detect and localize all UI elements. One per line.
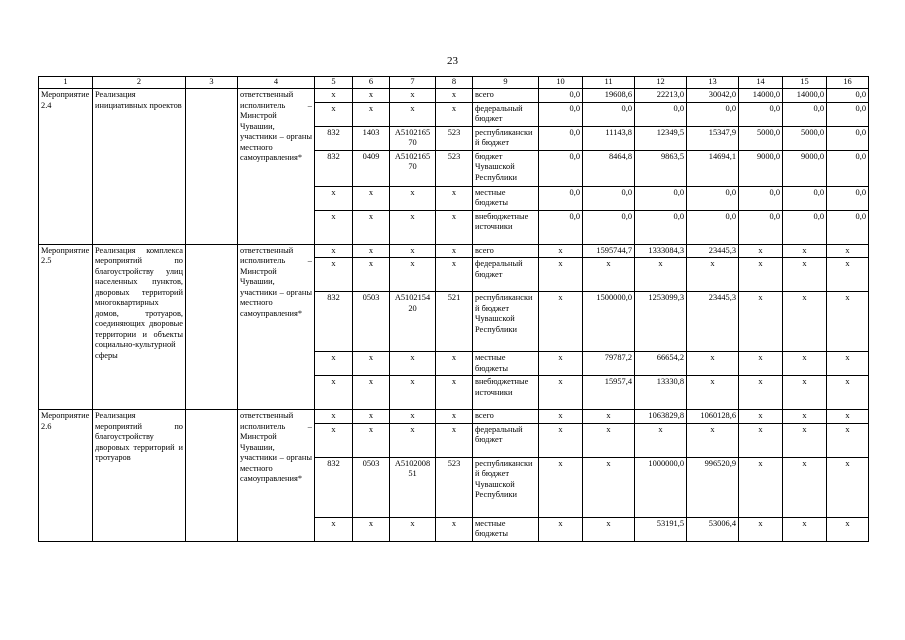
code-cell: А5102154 20 [390,292,436,352]
amount-cell: 0,0 [739,210,783,244]
code-cell: x [353,517,390,541]
amount-cell: x [783,292,827,352]
code-cell: x [436,376,473,410]
code-cell: x [353,352,390,376]
amount-cell: 53006,4 [687,517,739,541]
code-cell: А5102008 51 [390,457,436,517]
code-cell: x [436,210,473,244]
column-header: 12 [635,77,687,89]
column-header: 10 [539,77,583,89]
amount-cell: x [539,244,583,258]
amount-cell: x [783,410,827,424]
column-header: 6 [353,77,390,89]
code-cell: x [390,258,436,292]
funding-source-cell: республиканский бюджет [473,126,539,150]
code-cell: x [436,410,473,424]
code-cell: x [436,89,473,103]
amount-cell: 66654,2 [635,352,687,376]
code-cell: 832 [315,457,353,517]
amount-cell: 15957,4 [583,376,635,410]
amount-cell: 14000,0 [783,89,827,103]
executor-cell: ответственный исполнитель – Минстрой Чувашии, участники – органы местного самоуправления* [238,244,315,410]
amount-cell: x [583,517,635,541]
amount-cell: 79787,2 [583,352,635,376]
column-header: 1 [39,77,93,89]
amount-cell: 1063829,8 [635,410,687,424]
funding-source-cell: внебюджетные источники [473,210,539,244]
measure-cell: Мероприятие 2.6 [39,410,93,542]
amount-cell: 0,0 [635,102,687,126]
funding-source-cell: внебюджетные источники [473,376,539,410]
amount-cell: 15347,9 [687,126,739,150]
empty-cell [186,89,238,245]
code-cell: x [315,517,353,541]
code-cell: 523 [436,150,473,186]
executor-cell: ответственный исполнитель – Минстрой Чувашии, участники – органы местного самоуправления* [238,89,315,245]
amount-cell: 0,0 [687,186,739,210]
amount-cell: x [739,244,783,258]
amount-cell: x [783,376,827,410]
table-body [39,77,869,542]
column-header: 16 [827,77,869,89]
amount-cell: 0,0 [635,186,687,210]
amount-cell: x [783,517,827,541]
amount-cell: x [635,258,687,292]
code-cell: 832 [315,150,353,186]
code-cell: x [315,244,353,258]
amount-cell: x [827,517,869,541]
column-header: 15 [783,77,827,89]
amount-cell: 0,0 [739,186,783,210]
amount-cell: 23445,3 [687,292,739,352]
amount-cell: 1333084,3 [635,244,687,258]
amount-cell: 12349,5 [635,126,687,150]
amount-cell: 0,0 [783,102,827,126]
amount-cell: x [783,423,827,457]
code-cell: x [390,186,436,210]
code-cell: x [436,186,473,210]
table-row [39,89,869,103]
amount-cell: 996520,9 [687,457,739,517]
code-cell: 0409 [353,150,390,186]
code-cell: x [436,423,473,457]
code-cell: x [436,352,473,376]
amount-cell: 0,0 [827,186,869,210]
amount-cell: x [827,244,869,258]
funding-source-cell: местные бюджеты [473,186,539,210]
measure-name-cell: Реализация комплекса мероприятий по благоустройству улиц населенных пунктов, дворовых территорий многоквартирных домов, тротуаров, соединяющих дворовые территории и объекты социально-культурной сферы [93,244,186,410]
code-cell: x [436,244,473,258]
amount-cell: x [635,423,687,457]
amount-cell: 0,0 [539,210,583,244]
code-cell: x [353,423,390,457]
column-header: 14 [739,77,783,89]
amount-cell: 14000,0 [739,89,783,103]
amount-cell: 0,0 [687,210,739,244]
amount-cell: 0,0 [583,186,635,210]
amount-cell: x [739,258,783,292]
code-cell: x [353,102,390,126]
amount-cell: x [739,292,783,352]
measure-name-cell: Реализация инициативных проектов [93,89,186,245]
empty-cell [186,244,238,410]
amount-cell: 22213,0 [635,89,687,103]
code-cell: x [353,244,390,258]
funding-source-cell: местные бюджеты [473,352,539,376]
amount-cell: 0,0 [827,210,869,244]
amount-cell: x [687,376,739,410]
amount-cell: 0,0 [827,102,869,126]
funding-source-cell: всего [473,410,539,424]
code-cell: x [390,410,436,424]
amount-cell: 8464,8 [583,150,635,186]
amount-cell: 0,0 [783,210,827,244]
code-cell: 1403 [353,126,390,150]
code-cell: x [315,376,353,410]
funding-source-cell: всего [473,89,539,103]
code-cell: x [390,517,436,541]
code-cell: x [353,89,390,103]
code-cell: x [353,376,390,410]
amount-cell: 0,0 [539,186,583,210]
code-cell: x [315,89,353,103]
amount-cell: x [739,423,783,457]
column-header: 7 [390,77,436,89]
code-cell: x [390,210,436,244]
amount-cell: x [739,352,783,376]
amount-cell: x [783,258,827,292]
amount-cell: x [539,352,583,376]
amount-cell: 30042,0 [687,89,739,103]
amount-cell: 0,0 [539,89,583,103]
code-cell: x [315,102,353,126]
amount-cell: x [827,423,869,457]
code-cell: А5102165 70 [390,126,436,150]
amount-cell: 9000,0 [739,150,783,186]
code-cell: x [390,244,436,258]
code-cell: x [436,517,473,541]
table-row [39,410,869,424]
code-cell: x [390,102,436,126]
code-cell: x [315,423,353,457]
code-cell: x [353,258,390,292]
code-cell: x [390,352,436,376]
amount-cell: x [687,258,739,292]
funding-source-cell: всего [473,244,539,258]
amount-cell: x [739,410,783,424]
funding-source-cell: местные бюджеты [473,517,539,541]
code-cell: 523 [436,126,473,150]
code-cell: x [436,258,473,292]
amount-cell: x [827,352,869,376]
amount-cell: 0,0 [635,210,687,244]
column-header: 11 [583,77,635,89]
amount-cell: 9000,0 [783,150,827,186]
amount-cell: x [539,423,583,457]
amount-cell: 19608,6 [583,89,635,103]
code-cell: x [315,210,353,244]
code-cell: x [315,258,353,292]
amount-cell: 0,0 [583,102,635,126]
code-cell: x [315,186,353,210]
code-cell: А5102165 70 [390,150,436,186]
amount-cell: 1000000,0 [635,457,687,517]
amount-cell: 0,0 [783,186,827,210]
code-cell: x [390,89,436,103]
code-cell: 521 [436,292,473,352]
amount-cell: x [583,423,635,457]
funding-source-cell: федеральный бюджет [473,102,539,126]
amount-cell: x [583,258,635,292]
amount-cell: x [739,376,783,410]
amount-cell: 1595744,7 [583,244,635,258]
column-header-row [39,77,869,89]
amount-cell: x [583,457,635,517]
amount-cell: x [783,244,827,258]
funding-source-cell: бюджет Чувашской Республики [473,150,539,186]
amount-cell: 0,0 [827,126,869,150]
amount-cell: x [539,517,583,541]
code-cell: x [390,423,436,457]
amount-cell: x [827,457,869,517]
funding-source-cell: федеральный бюджет [473,258,539,292]
executor-cell: ответственный исполнитель – Минстрой Чувашии, участники – органы местного самоуправления* [238,410,315,542]
code-cell: x [315,410,353,424]
amount-cell: x [539,292,583,352]
amount-cell: x [539,258,583,292]
measure-cell: Мероприятие 2.5 [39,244,93,410]
code-cell: 832 [315,292,353,352]
amount-cell: x [739,457,783,517]
amount-cell: 0,0 [539,126,583,150]
amount-cell: x [827,292,869,352]
amount-cell: 0,0 [539,150,583,186]
amount-cell: x [539,457,583,517]
amount-cell: x [827,376,869,410]
code-cell: 0503 [353,457,390,517]
code-cell: x [353,210,390,244]
table-row [39,244,869,258]
amount-cell: 1060128,6 [687,410,739,424]
amount-cell: x [539,376,583,410]
code-cell: 523 [436,457,473,517]
code-cell: x [353,186,390,210]
page-number: 23 [447,55,458,67]
amount-cell: x [583,410,635,424]
code-cell: x [315,352,353,376]
amount-cell: 11143,8 [583,126,635,150]
funding-source-cell: республиканский бюджет Чувашской Республики [473,292,539,352]
measure-cell: Мероприятие 2.4 [39,89,93,245]
amount-cell: 1500000,0 [583,292,635,352]
code-cell: x [353,410,390,424]
amount-cell: x [783,352,827,376]
amount-cell: x [783,457,827,517]
amount-cell: 1253099,3 [635,292,687,352]
amount-cell: x [687,352,739,376]
column-header: 13 [687,77,739,89]
code-cell: 832 [315,126,353,150]
amount-cell: 9863,5 [635,150,687,186]
code-cell: 0503 [353,292,390,352]
column-header: 5 [315,77,353,89]
amount-cell: x [827,410,869,424]
code-cell: x [390,376,436,410]
amount-cell: 23445,3 [687,244,739,258]
amount-cell: 0,0 [583,210,635,244]
column-header: 3 [186,77,238,89]
amount-cell: x [827,258,869,292]
amount-cell: x [739,517,783,541]
funding-source-cell: республиканский бюджет Чувашской Республики [473,457,539,517]
amount-cell: 0,0 [739,102,783,126]
empty-cell [186,410,238,542]
amount-cell: 53191,5 [635,517,687,541]
funding-source-cell: федеральный бюджет [473,423,539,457]
budget-table [38,76,869,542]
measure-name-cell: Реализация мероприятий по благоустройству дворовых территорий и тротуаров [93,410,186,542]
amount-cell: 14694,1 [687,150,739,186]
code-cell: x [436,102,473,126]
column-header: 2 [93,77,186,89]
amount-cell: 0,0 [539,102,583,126]
amount-cell: 5000,0 [739,126,783,150]
amount-cell: 13330,8 [635,376,687,410]
column-header: 4 [238,77,315,89]
amount-cell: x [539,410,583,424]
column-header: 8 [436,77,473,89]
amount-cell: 0,0 [687,102,739,126]
amount-cell: x [687,423,739,457]
amount-cell: 0,0 [827,89,869,103]
amount-cell: 5000,0 [783,126,827,150]
column-header: 9 [473,77,539,89]
amount-cell: 0,0 [827,150,869,186]
